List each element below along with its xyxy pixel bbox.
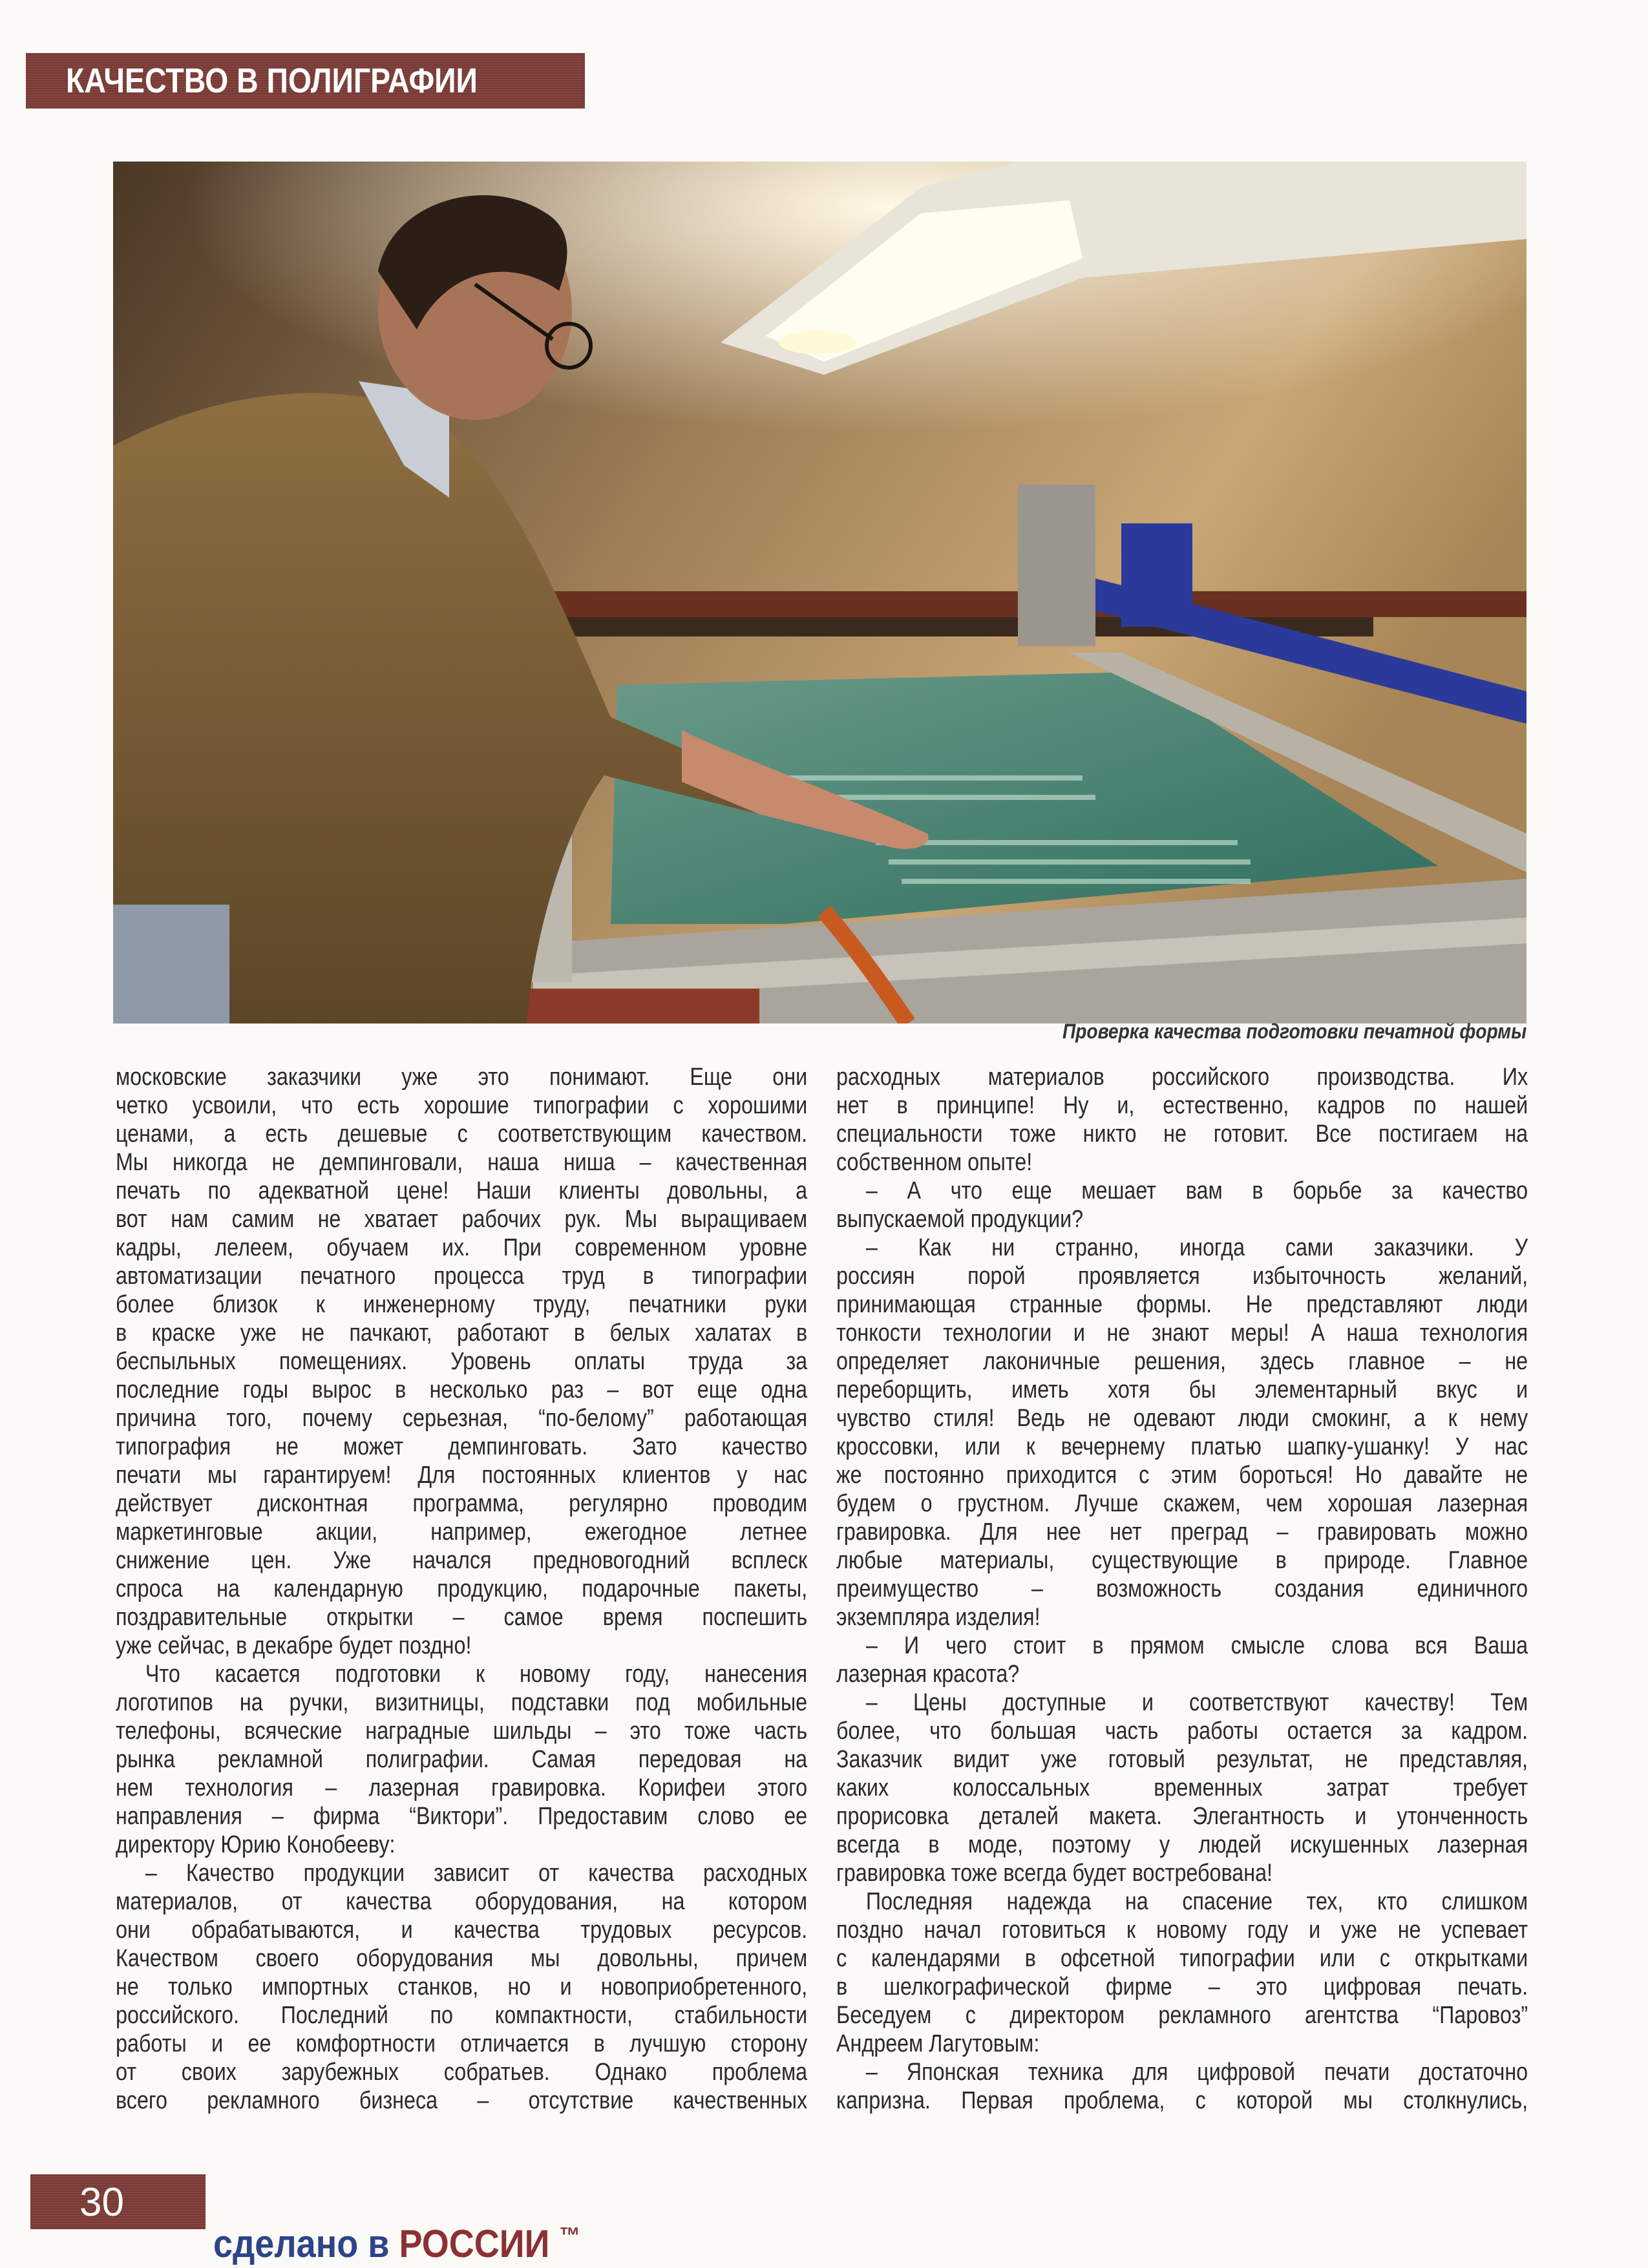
text-line: они обрабатываются, и качества трудовых ресурсов. (116, 1916, 808, 1944)
text-line: логотипов на ручки, визитницы, подставки под мобильные (116, 1689, 808, 1716)
text-line: Качеством своего оборудования мы довольны, причем (116, 1945, 808, 1972)
text-line: лазерная красота? (836, 1661, 1020, 1688)
text-line: капризна. Первая проблема, с которой мы столкнулись, (836, 2087, 1528, 2114)
text-line: направления – фирма “Виктори”. Предоставим слово ее (116, 1803, 808, 1830)
text-line: работы и ее комфортности отличается в лучшую сторону (116, 2030, 808, 2057)
text-line: московские заказчики уже это понимают. Еще они (116, 1064, 808, 1091)
text-line: кроссовки, или к вечернему платью шапку-ушанку! У нас (836, 1433, 1528, 1460)
text-line: Беседуем с директором рекламного агентства “Паровоз” (836, 2002, 1528, 2029)
text-line: будем о грустном. Лучше скажем, чем хорошая лазерная (836, 1490, 1528, 1517)
text-line: Заказчик видит уже готовый результат, не представляя, (836, 1746, 1528, 1773)
text-line: – Качество продукции зависит от качества расходных (145, 1860, 808, 1887)
text-line: более близок к инженерному труду, печатники руки (116, 1291, 808, 1318)
text-line: рынка рекламной полиграфии. Самая передовая на (116, 1746, 808, 1773)
text-line: причина того, почему серьезная, “по-белому” работающая (116, 1405, 808, 1432)
text-line: вот нам самим не хватает рабочих рук. Мы выращиваем (116, 1206, 808, 1233)
text-line: – Цены доступные и соответствуют качеству! Тем (865, 1689, 1528, 1716)
text-line: россиян порой проявляется избыточность желаний, (836, 1263, 1528, 1290)
text-line: печати мы гарантируем! Для постоянных клиентов у нас (116, 1462, 808, 1489)
text-line: Что касается подготовки к новому году, нанесения (145, 1661, 808, 1688)
text-line: действует дисконтная программа, регулярно проводим (116, 1490, 808, 1517)
text-line: телефоны, всяческие наградные шильды – это тоже часть (116, 1717, 808, 1745)
text-line: любые материалы, существующие в природе. Главное (836, 1547, 1528, 1574)
text-line: прорисовка деталей макета. Элегантность и утонченность (836, 1803, 1528, 1830)
text-line: не только импортных станков, но и новоприобретенного, (116, 1973, 808, 2000)
article-photo (113, 162, 1527, 1024)
text-line: материалов, от качества оборудования, на котором (116, 1888, 808, 1915)
text-line: тонкости технологии и не знают меры! А наша технология (836, 1319, 1528, 1347)
text-line: Андреем Лагутовым: (836, 2030, 1040, 2057)
text-line: всего рекламного бизнеса – отсутствие качественных (116, 2087, 808, 2114)
page-number-box (30, 2174, 206, 2229)
text-line: же постоянно приходится с этим бороться! Но давайте не (836, 1462, 1528, 1489)
text-line: – А что еще мешает вам в борьбе за качество (865, 1177, 1528, 1204)
text-line: – И чего стоит в прямом смысле слова вся Ваша (865, 1632, 1528, 1659)
text-line: поздравительные открытки – самое время поспешить (116, 1604, 808, 1631)
text-line: всегда в моде, поэтому у людей искушенных лазерная (836, 1831, 1528, 1858)
text-line: преимущество – возможность создания единичного (836, 1575, 1528, 1602)
text-line: гравировка. Для нее нет преград – гравировать можно (836, 1518, 1528, 1546)
text-line: печать по адекватной цене! Наши клиенты довольны, а (116, 1177, 808, 1204)
text-line: специальности тоже никто не готовит. Все постигаем на (836, 1120, 1528, 1148)
section-title: КАЧЕСТВО В ПОЛИГРАФИИ (66, 61, 478, 100)
text-line: более, что большая часть работы остается за кадром. (836, 1717, 1528, 1745)
text-line: в шелкографической фирме – это цифровая печать. (836, 1973, 1528, 2000)
text-line: нет в принципе! Ну и, естественно, кадров по нашей (836, 1092, 1528, 1119)
brand-trademark: ™ (559, 2222, 580, 2249)
text-line: российского. Последний по компактности, стабильности (116, 2002, 808, 2029)
text-line: собственном опыте! (836, 1149, 1033, 1176)
text-line: кадры, лелеем, обучаем их. При современном уровне (116, 1234, 808, 1261)
text-line: с календарями в офсетной типографии или с открытками (836, 1945, 1528, 1972)
text-line: принимающая странные формы. Не представляют люди (836, 1291, 1528, 1318)
photo-caption: Проверка качества подготовки печатной формы (1062, 1020, 1527, 1043)
text-line: четко усвоили, что есть хорошие типографии с хорошими (116, 1092, 808, 1119)
text-line: экземпляра изделия! (836, 1604, 1041, 1631)
text-line: в краске уже не пачкают, работают в белых халатах в (116, 1319, 808, 1347)
photo-scene (113, 162, 1527, 1024)
brand-part2: РОССИИ (399, 2222, 550, 2265)
text-line: определяет лаконичные решения, здесь главное – не (836, 1348, 1528, 1375)
text-line: автоматизации печатного процесса труд в типографии (116, 1263, 808, 1290)
text-line: от своих зарубежных собратьев. Однако проблема (116, 2059, 808, 2086)
text-line: спроса на календарную продукцию, подарочные пакеты, (116, 1575, 808, 1602)
text-line: маркетинговые акции, например, ежегодное летнее (116, 1518, 808, 1546)
text-line: уже сейчас, в декабре будет поздно! (116, 1632, 472, 1659)
text-line: последние годы вырос в несколько раз – вот еще одна (116, 1376, 808, 1403)
text-line: Последняя надежда на спасение тех, кто слишком (865, 1888, 1528, 1915)
text-line: нем технология – лазерная гравировка. Корифеи этого (116, 1774, 808, 1801)
text-line: беспыльных помещениях. Уровень оплаты труда за (116, 1348, 808, 1375)
text-line: переборщить, иметь хотя бы элементарный вкус и (836, 1376, 1528, 1403)
text-line: директору Юрию Конобееву: (116, 1831, 396, 1858)
text-line: поздно начал готовиться к новому году и уже не успевает (836, 1916, 1528, 1944)
text-line: каких колоссальных временных затрат требует (836, 1774, 1528, 1801)
text-line: ценами, а есть дешевые с соответствующим качеством. (116, 1120, 808, 1148)
text-line: расходных материалов российского производства. Их (836, 1064, 1528, 1091)
article-column-left (116, 1063, 807, 2115)
text-line: выпускаемой продукции? (836, 1206, 1084, 1233)
text-line: гравировка тоже всегда будет востребована! (836, 1860, 1273, 1887)
article-column-right (836, 1063, 1528, 2115)
text-line: типография не может демпинговать. Зато качество (116, 1433, 808, 1460)
section-header-band (26, 53, 585, 109)
text-line: – Как ни странно, иногда сами заказчики. У (865, 1234, 1528, 1261)
page-number: 30 (79, 2180, 124, 2225)
text-line: снижение цен. Уже начался предновогодний всплеск (116, 1547, 808, 1574)
magazine-brand (213, 2221, 580, 2266)
text-line: чувство стиля! Ведь не одевают люди смокинг, а к нему (836, 1405, 1528, 1432)
text-line: – Японская техника для цифровой печати достаточно (865, 2059, 1528, 2086)
text-line: Мы никогда не демпинговали, наша ниша – качественная (116, 1149, 808, 1176)
brand-part1: сделано в (213, 2222, 399, 2265)
